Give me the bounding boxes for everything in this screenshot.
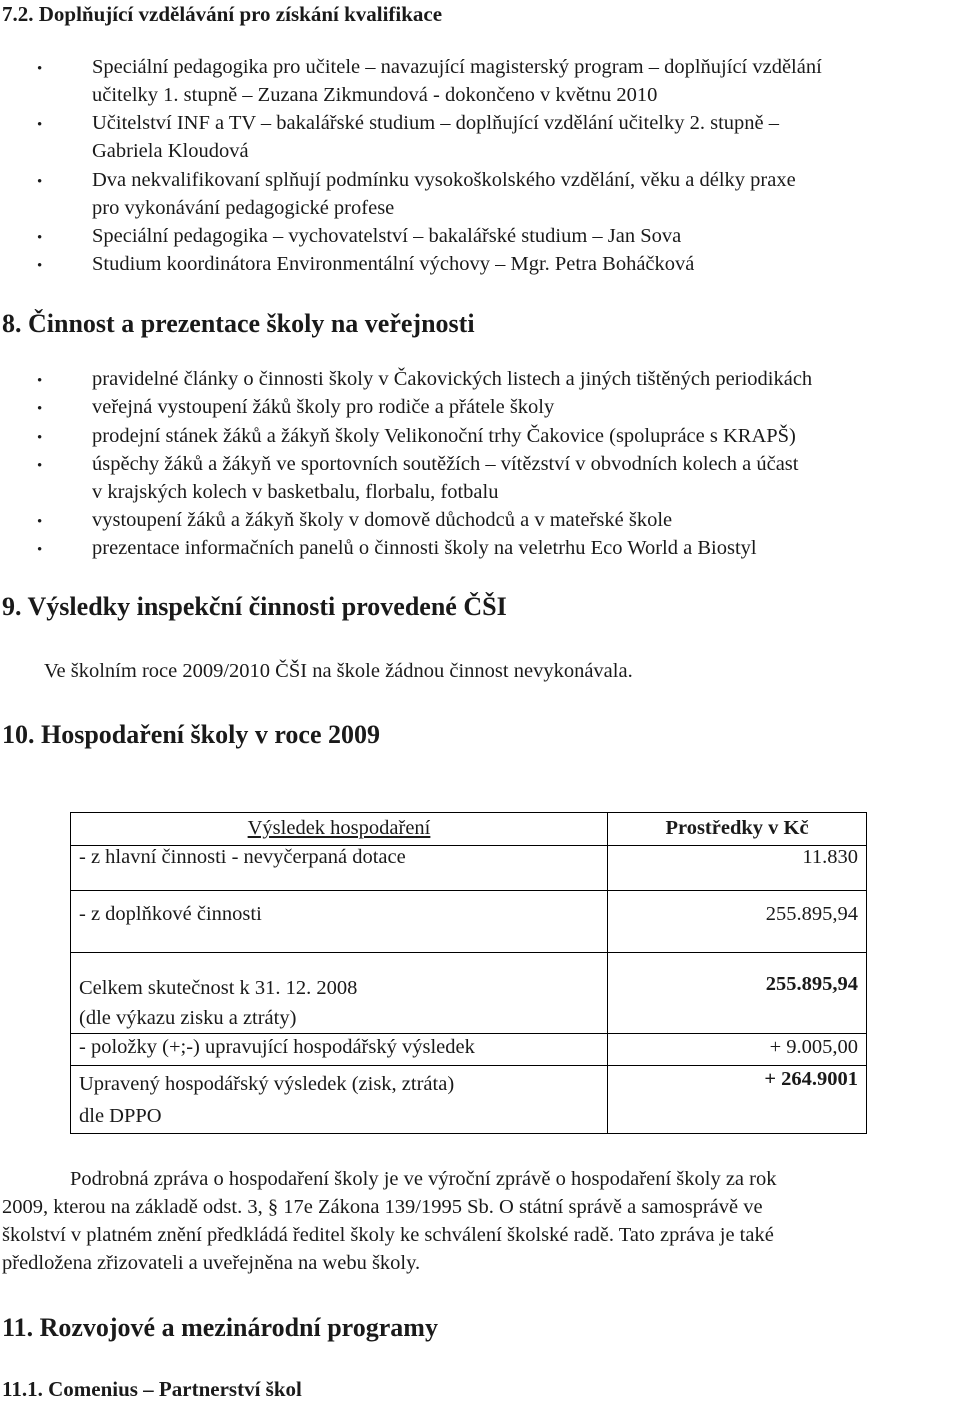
table-header-cell: [71, 813, 608, 846]
row-amount: 255.895,94: [765, 973, 858, 995]
bullet-icon: •: [37, 174, 43, 190]
list-item: prodejní stánek žáků a žákyň školy Velikonoční trhy Čakovice (spolupráce s KRAPŠ): [92, 425, 796, 447]
row-label: Celkem skutečnost k 31. 12. 2008: [79, 977, 358, 999]
bullet-icon: •: [37, 458, 43, 474]
list-item: Speciální pedagogika – vychovatelství – bakalářské studium – Jan Sova: [92, 225, 682, 247]
table-row: [71, 1034, 867, 1066]
list-item: Speciální pedagogika pro učitele – navazující magisterský program – doplňující vzdělání: [92, 56, 822, 78]
section-8-heading: 8. Činnost a prezentace školy na veřejnosti: [2, 309, 475, 338]
list-item: Studium koordinátora Environmentální výchovy – Mgr. Petra Boháčková: [92, 253, 695, 275]
bullet-icon: •: [37, 401, 43, 417]
row-amount: + 264.9001: [764, 1068, 858, 1090]
row-label: - z hlavní činnosti - nevyčerpaná dotace: [79, 846, 406, 868]
table-cell: [71, 1034, 608, 1066]
section-7-2-heading: 7.2. Doplňující vzdělávání pro získání kvalifikace: [2, 2, 443, 26]
table-row: [71, 1066, 867, 1134]
list-item: úspěchy žáků a žákyň ve sportovních soutěžích – vítězství v obvodních kolech a účast: [92, 453, 799, 475]
table-cell: [71, 1066, 608, 1134]
section-9-text: Ve školním roce 2009/2010 ČŠI na škole žádnou činnost nevykonávala.: [44, 660, 633, 682]
table-cell: [608, 846, 867, 891]
list-item: vystoupení žáků a žákyň školy v domově důchodců a v mateřské škole: [92, 509, 673, 531]
section-11-1-heading: 11.1. Comenius – Partnerství škol: [2, 1377, 302, 1401]
list-item: prezentace informačních panelů o činnosti školy na veletrhu Eco World a Biostyl: [92, 537, 757, 559]
list-item-continuation: Gabriela Kloudová: [92, 140, 249, 162]
table-row: [71, 953, 867, 1034]
table-row: [71, 846, 867, 891]
list-item-continuation: v krajských kolech v basketbalu, florbalu, fotbalu: [92, 481, 499, 503]
paragraph-line: Podrobná zpráva o hospodaření školy je ve výroční zprávě o hospodaření školy za rok: [70, 1168, 777, 1190]
bullet-icon: •: [37, 230, 43, 246]
paragraph-line: školství v platném znění předkládá ředitel školy ke schválení školské radě. Tato zpráva je také: [2, 1224, 774, 1246]
section-11-heading: 11. Rozvojové a mezinárodní programy: [2, 1313, 438, 1342]
table-row: [71, 891, 867, 953]
list-item: veřejná vystoupení žáků školy pro rodiče a přátele školy: [92, 396, 555, 418]
row-amount: 255.895,94: [765, 903, 858, 925]
table-cell: [71, 846, 608, 891]
section-10-heading: 10. Hospodaření školy v roce 2009: [2, 720, 380, 749]
row-label: Upravený hospodářský výsledek (zisk, ztráta): [79, 1073, 455, 1095]
paragraph-line: 2009, kterou na základě odst. 3, § 17e Zákona 139/1995 Sb. O státní správě a samosprávě ve: [2, 1196, 763, 1218]
table-header-cell: [608, 813, 867, 846]
table-cell: [71, 891, 608, 953]
row-label: - položky (+;-) upravující hospodářský výsledek: [79, 1036, 475, 1058]
table-cell: [608, 1066, 867, 1134]
row-label-continuation: dle DPPO: [79, 1105, 162, 1127]
paragraph-line: předložena zřizovateli a uveřejněna na webu školy.: [2, 1252, 421, 1274]
col2-header: Prostředky v Kč: [665, 817, 809, 839]
col1-header: Výsledek hospodaření: [247, 817, 431, 839]
bullet-icon: •: [37, 430, 43, 446]
bullet-icon: •: [37, 514, 43, 530]
table-cell: [608, 891, 867, 953]
list-item-continuation: pro vykonávání pedagogické profese: [92, 197, 395, 219]
row-amount: + 9.005,00: [769, 1036, 858, 1058]
table-cell: [71, 953, 608, 1034]
row-label: - z doplňkové činnosti: [79, 903, 262, 925]
bullet-icon: •: [37, 542, 43, 558]
row-amount: 11.830: [802, 846, 858, 868]
table-cell: [608, 1034, 867, 1066]
row-label-continuation: (dle výkazu zisku a ztráty): [79, 1007, 297, 1029]
list-item: Dva nekvalifikovaní splňují podmínku vysokoškolského vzdělání, věku a délky praxe: [92, 169, 796, 191]
table-header-row: [71, 813, 867, 846]
bullet-icon: •: [37, 258, 43, 274]
bullet-icon: •: [37, 373, 43, 389]
bullet-icon: •: [37, 117, 43, 133]
list-item-continuation: učitelky 1. stupně – Zuzana Zikmundová - dokončeno v květnu 2010: [92, 84, 658, 106]
bullet-icon: •: [37, 61, 43, 77]
list-item: pravidelné články o činnosti školy v Čakovických listech a jiných tištěných periodikách: [92, 368, 813, 390]
section-9-heading: 9. Výsledky inspekční činnosti provedené ČŠI: [2, 592, 507, 621]
table-cell: [608, 953, 867, 1034]
list-item: Učitelství INF a TV – bakalářské studium – doplňující vzdělání učitelky 2. stupně –: [92, 112, 780, 134]
finance-table: [70, 812, 867, 1134]
